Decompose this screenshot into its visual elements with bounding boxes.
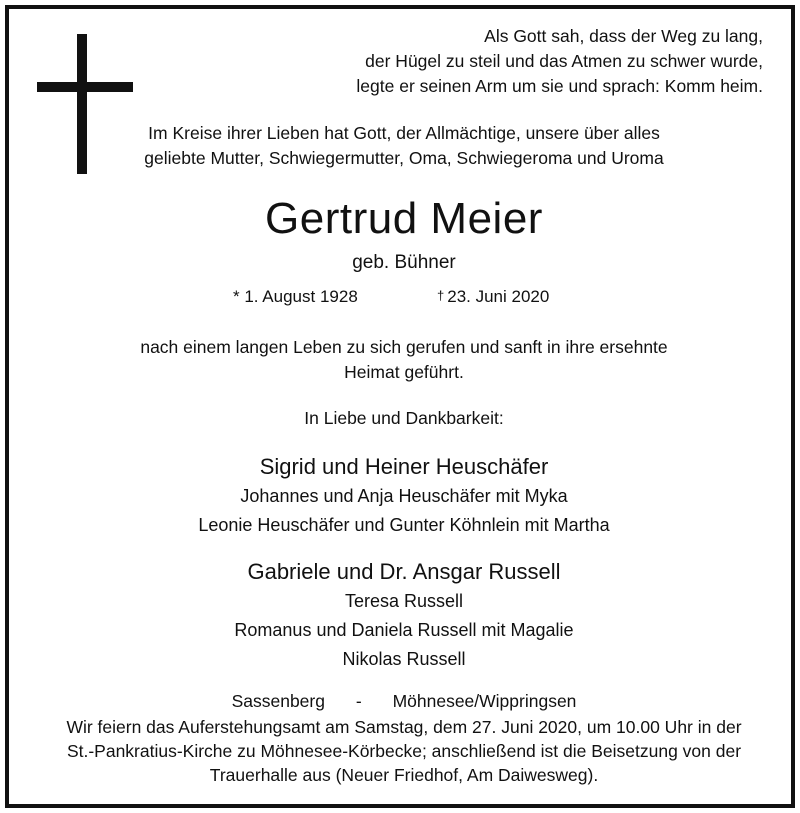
poem	[243, 24, 763, 99]
family-member: Romanus und Daniela Russell mit Magalie	[234, 620, 574, 640]
funeral-notice	[9, 715, 799, 787]
poem-line: der Hügel zu steil und das Atmen zu schwer wurde,	[365, 51, 763, 71]
deceased-name: Gertrud Meier	[265, 194, 543, 243]
maiden-name: geb. Bühner	[352, 252, 456, 273]
funeral-line: Trauerhalle aus (Neuer Friedhof, Am Daiwesweg).	[209, 765, 599, 785]
place-left: Sassenberg	[231, 691, 325, 711]
cross-horizontal-bar	[37, 82, 133, 92]
announcement-text	[9, 335, 799, 385]
intro-text	[9, 121, 799, 171]
family-group	[9, 557, 799, 674]
family-member: Johannes und Anja Heuschäfer mit Myka	[240, 486, 568, 506]
family-member: Nikolas Russell	[342, 649, 466, 669]
family-head: Gabriele und Dr. Ansgar Russell	[247, 559, 561, 584]
gratitude-line: In Liebe und Dankbarkeit:	[304, 408, 504, 428]
places-line	[9, 689, 799, 713]
intro-line: geliebte Mutter, Schwiegermutter, Oma, Schwiegeroma und Uroma	[144, 148, 664, 168]
funeral-line: Wir feiern das Auferstehungsamt am Samstag, dem 27. Juni 2020, um 10.00 Uhr in der	[66, 717, 742, 737]
family-member: Leonie Heuschäfer und Gunter Köhnlein mit Martha	[198, 515, 610, 535]
family-head: Sigrid und Heiner Heuschäfer	[259, 454, 549, 479]
birth-date: * 1. August 1928	[233, 287, 358, 306]
death-date: 23. Juni 2020	[447, 287, 550, 306]
funeral-line: St.-Pankratius-Kirche zu Möhnesee-Körbecke; anschließend ist die Beisetzung von der	[66, 741, 742, 761]
family-member: Teresa Russell	[344, 591, 464, 611]
poem-line: legte er seinen Arm um sie und sprach: Komm heim.	[356, 76, 763, 96]
announcement-line: Heimat geführt.	[344, 362, 464, 382]
dagger-icon: †	[437, 288, 445, 303]
intro-line: Im Kreise ihrer Lieben hat Gott, der Allmächtige, unsere über alles	[148, 123, 660, 143]
family-group	[9, 452, 799, 540]
place-separator: -	[355, 691, 362, 711]
poem-line: Als Gott sah, dass der Weg zu lang,	[484, 26, 763, 46]
obituary-frame	[5, 5, 795, 808]
place-right: Möhnesee/Wippringsen	[392, 691, 577, 711]
life-dates	[9, 287, 799, 313]
death-date-group	[437, 287, 549, 307]
announcement-line: nach einem langen Leben zu sich gerufen und sanft in ihre ersehnte	[140, 337, 668, 357]
